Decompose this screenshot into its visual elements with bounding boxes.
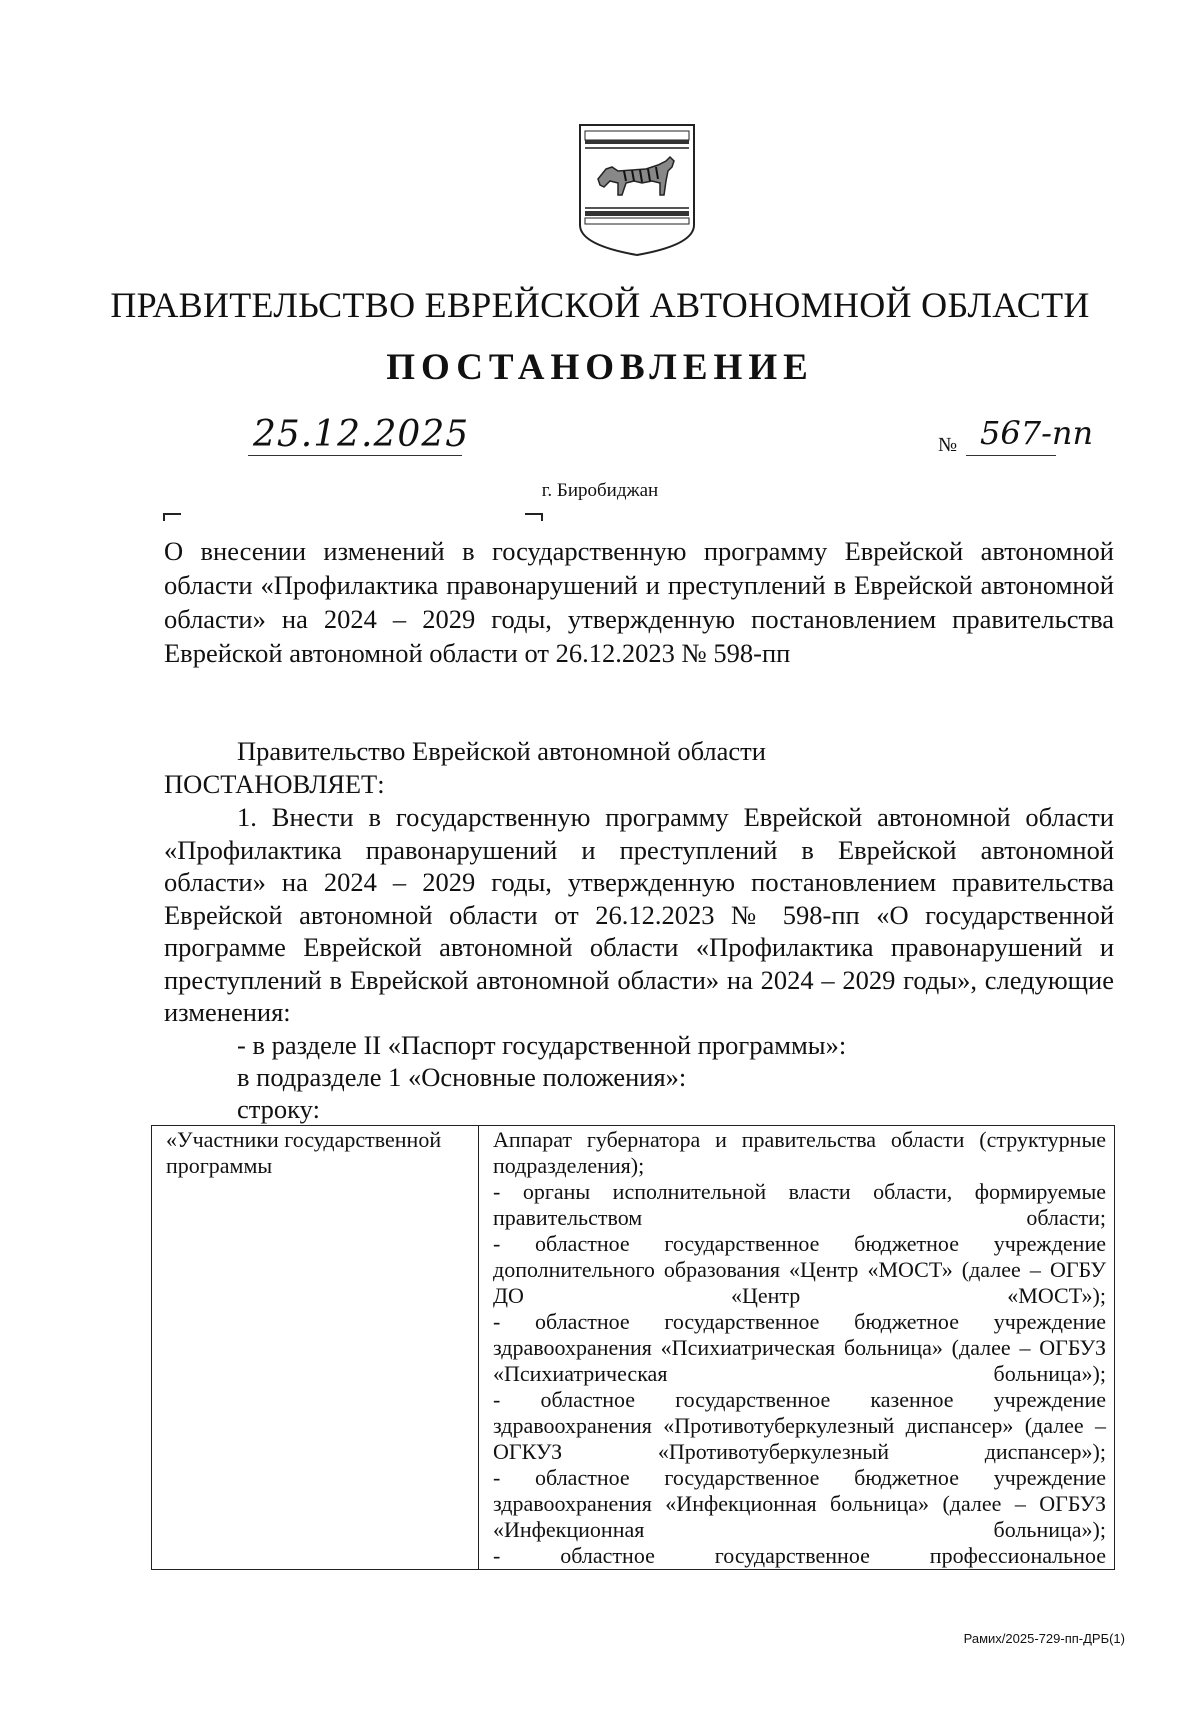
- number-sign: №: [938, 434, 958, 456]
- handwritten-date: 25.12.2025: [253, 414, 470, 455]
- organization-title: ПРАВИТЕЛЬСТВО ЕВРЕЙСКОЙ АВТОНОМНОЙ ОБЛАСТИ: [110, 285, 1090, 325]
- document-subject: О внесении изменений в государственную программу Еврейской автономной области «Профилактика правонарушений и преступлений в Еврейской автономной области» на 2024 – 2029 годы, утвержденную постановлением правительства Еврейской автономной области от 26.12.2023 № 598-пп: [164, 536, 1114, 668]
- item-1-paragraph: 1. Внести в государственную программу Еврейской автономной области «Профилактика правонарушений и преступлений в Еврейской автономной области» на 2024 – 2029 годы, утвержденную постановлением правительства Еврейской автономной области от 26.12.2023 № 598-пп «О государственной программе Еврейской автономной области «Профилактика правонарушений и преступлений в Еврейской автономной области» на 2024 – 2029 годы», следующие изменения:: [164, 802, 1114, 1027]
- corner-mark-left: [163, 513, 181, 521]
- intro-line: Правительство Еврейской автономной области: [237, 736, 766, 766]
- table-label-cell: «Участники государственной программы: [152, 1126, 479, 1570]
- list-item: - органы исполнительной власти области, формируемые правительством области;: [493, 1179, 1106, 1230]
- list-item: - областное государственное бюджетное учреждение здравоохранения «Психиатрическая больница» (далее – ОГБУЗ «Психиатрическая больница»);: [493, 1309, 1106, 1386]
- document-type-heading: ПОСТАНОВЛЕНИЕ: [386, 347, 814, 388]
- city-line: г. Биробиджан: [541, 480, 659, 501]
- handwritten-number: 567-пп: [980, 414, 1094, 452]
- section-line: - в разделе II «Паспорт государственной программы»:: [237, 1030, 847, 1060]
- subsection-line: в подразделе 1 «Основные положения»:: [237, 1062, 687, 1092]
- list-item: - областное государственное бюджетное учреждение дополнительного образования «Центр «МОСТ» (далее – ОГБУ ДО «Центр «МОСТ»);: [493, 1231, 1106, 1308]
- date-underline: [248, 455, 462, 456]
- coat-of-arms-emblem: [576, 121, 698, 259]
- list-item: Аппарат губернатора и правительства области (структурные подразделения);: [493, 1127, 1106, 1178]
- row-line: строку:: [237, 1094, 320, 1124]
- list-item: - областное государственное бюджетное учреждение здравоохранения «Инфекционная больница» (далее – ОГБУЗ «Инфекционная больница»);: [493, 1465, 1106, 1542]
- table-value-cell: [479, 1126, 1115, 1570]
- decree-word: ПОСТАНОВЛЯЕТ:: [164, 769, 385, 799]
- table-row: [152, 1126, 1115, 1570]
- footer-code: Рамих/2025-729-пп-ДРБ(1): [963, 1631, 1125, 1646]
- corner-mark-right: [525, 513, 543, 521]
- passport-table: [151, 1125, 1115, 1570]
- number-underline: [966, 455, 1056, 456]
- list-item: - областное государственное профессиональное: [493, 1543, 1106, 1568]
- list-item: - областное государственное казенное учреждение здравоохранения «Противотуберкулезный диспансер» (далее – ОГКУЗ «Противотуберкулезный диспансер»);: [493, 1387, 1106, 1464]
